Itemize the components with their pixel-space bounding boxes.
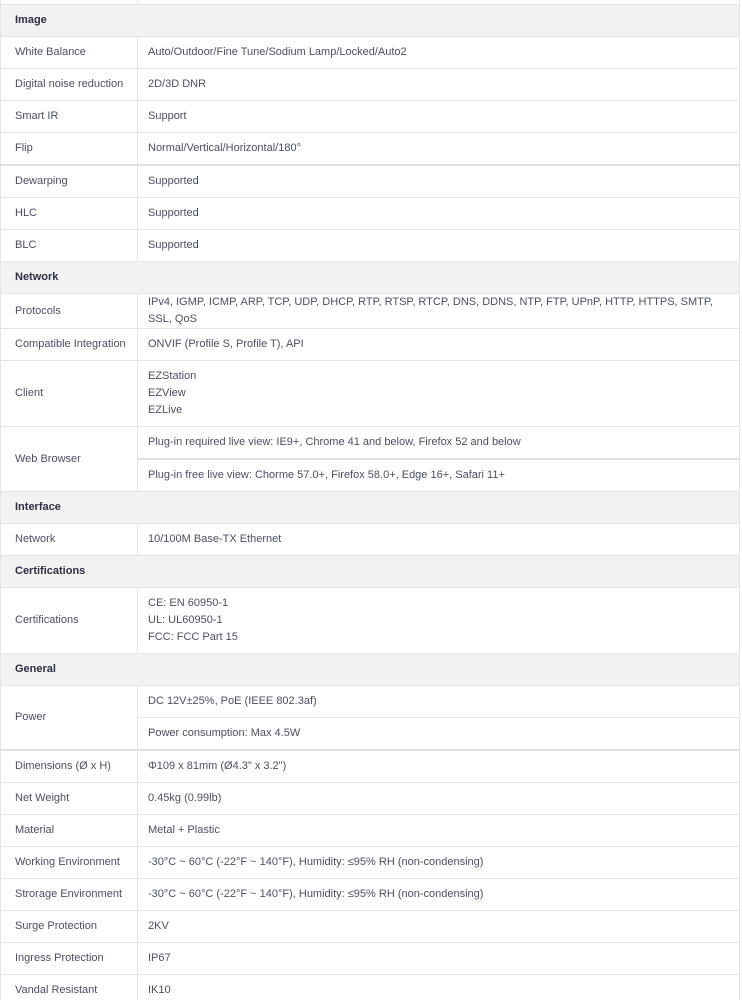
section-header-image <box>1 5 740 37</box>
spec-value: Auto/Outdoor/Fine Tune/Sodium Lamp/Locked/Auto2 <box>138 37 740 69</box>
table-row <box>1 427 740 460</box>
spec-value: DC 12V±25%, PoE (IEEE 802.3af) <box>138 686 740 718</box>
table-row <box>1 230 740 262</box>
spec-value: Normal/Vertical/Horizontal/180° <box>138 133 740 166</box>
table-row <box>1 101 740 133</box>
spec-value: Supported <box>138 165 740 198</box>
table-row <box>1 815 740 847</box>
spec-key: Digital noise reduction <box>1 69 138 101</box>
table-row <box>1 361 740 427</box>
spec-key: Vandal Resistant <box>1 975 138 1000</box>
spec-value: -30°C ~ 60°C (-22°F ~ 140°F), Humidity: ≤95% RH (non-condensing) <box>138 879 740 911</box>
spec-value <box>138 588 740 654</box>
spec-key: Certifications <box>1 588 138 654</box>
spec-value: Support <box>138 101 740 133</box>
table-row <box>1 686 740 718</box>
spec-value-line: EZView <box>148 387 186 399</box>
section-header-certifications <box>1 556 740 588</box>
spec-key: Web Browser <box>1 427 138 492</box>
spec-value: Supported <box>138 198 740 230</box>
table-row <box>1 165 740 198</box>
spec-value: Φ109 x 81mm (Ø4.3" x 3.2") <box>138 750 740 783</box>
spec-value: -30°C ~ 60°C (-22°F ~ 140°F), Humidity: ≤95% RH (non-condensing) <box>138 847 740 879</box>
spec-key: Compatible Integration <box>1 329 138 361</box>
spec-key: Flip <box>1 133 138 166</box>
section-title: Certifications <box>1 556 740 588</box>
section-title: Network <box>1 262 740 294</box>
spec-key: Net Weight <box>1 783 138 815</box>
spec-value: 2D/3D DNR <box>138 69 740 101</box>
spec-value: 2KV <box>138 911 740 943</box>
spec-key: Network <box>1 524 138 556</box>
section-title: General <box>1 654 740 686</box>
spec-value: 10/100M Base-TX Ethernet <box>138 524 740 556</box>
spec-value-line: UL: UL60950-1 <box>148 614 223 626</box>
spec-value-line: EZStation <box>148 370 197 382</box>
spec-key: Ingress Protection <box>1 943 138 975</box>
spec-value: Supported <box>138 230 740 262</box>
spec-value: IPv4, IGMP, ICMP, ARP, TCP, UDP, DHCP, RTP, RTSP, RTCP, DNS, DDNS, NTP, FTP, UPnP, HTTP, HTTPS, SMTP, SSL, QoS <box>138 294 740 329</box>
spec-key: Strorage Environment <box>1 879 138 911</box>
spec-value <box>138 361 740 427</box>
spec-value: ONVIF (Profile S, Profile T), API <box>138 329 740 361</box>
table-row <box>1 847 740 879</box>
spec-value: IP67 <box>138 943 740 975</box>
spec-key: Dewarping <box>1 165 138 198</box>
spec-key: Smart IR <box>1 101 138 133</box>
table-row <box>1 133 740 166</box>
table-row <box>1 198 740 230</box>
table-row <box>1 750 740 783</box>
spec-value-line: FCC: FCC Part 15 <box>148 631 238 643</box>
spec-value: Metal + Plastic <box>138 815 740 847</box>
spec-value: Power consumption: Max 4.5W <box>138 718 740 751</box>
spec-value-line: CE: EN 60950-1 <box>148 597 229 609</box>
table-row <box>1 879 740 911</box>
spec-key: Working Environment <box>1 847 138 879</box>
table-row <box>1 294 740 329</box>
section-header-interface <box>1 492 740 524</box>
spec-key: White Balance <box>1 37 138 69</box>
spec-value: Plug-in required live view: IE9+, Chrome 41 and below, Firefox 52 and below <box>138 427 740 460</box>
spec-value-line: EZLive <box>148 404 183 416</box>
table-row <box>1 69 740 101</box>
table-row <box>1 943 740 975</box>
spec-key: Dimensions (Ø x H) <box>1 750 138 783</box>
section-header-network <box>1 262 740 294</box>
spec-key: Protocols <box>1 294 138 329</box>
spec-value: IK10 <box>138 975 740 1000</box>
table-row <box>1 37 740 69</box>
spec-key: Client <box>1 361 138 427</box>
spec-key: Power <box>1 686 138 751</box>
table-row <box>1 911 740 943</box>
table-row <box>1 524 740 556</box>
spec-key: HLC <box>1 198 138 230</box>
spec-key: BLC <box>1 230 138 262</box>
section-title: Image <box>1 5 740 37</box>
section-header-general <box>1 654 740 686</box>
section-title: Interface <box>1 492 740 524</box>
table-row <box>1 329 740 361</box>
table-row <box>1 783 740 815</box>
spec-value: 0.45kg (0.99lb) <box>138 783 740 815</box>
spec-key: Surge Protection <box>1 911 138 943</box>
table-row <box>1 975 740 1000</box>
spec-value: Plug-in free live view: Chorme 57.0+, Firefox 58.0+, Edge 16+, Safari 11+ <box>138 459 740 492</box>
table-row <box>1 588 740 654</box>
spec-key: Material <box>1 815 138 847</box>
